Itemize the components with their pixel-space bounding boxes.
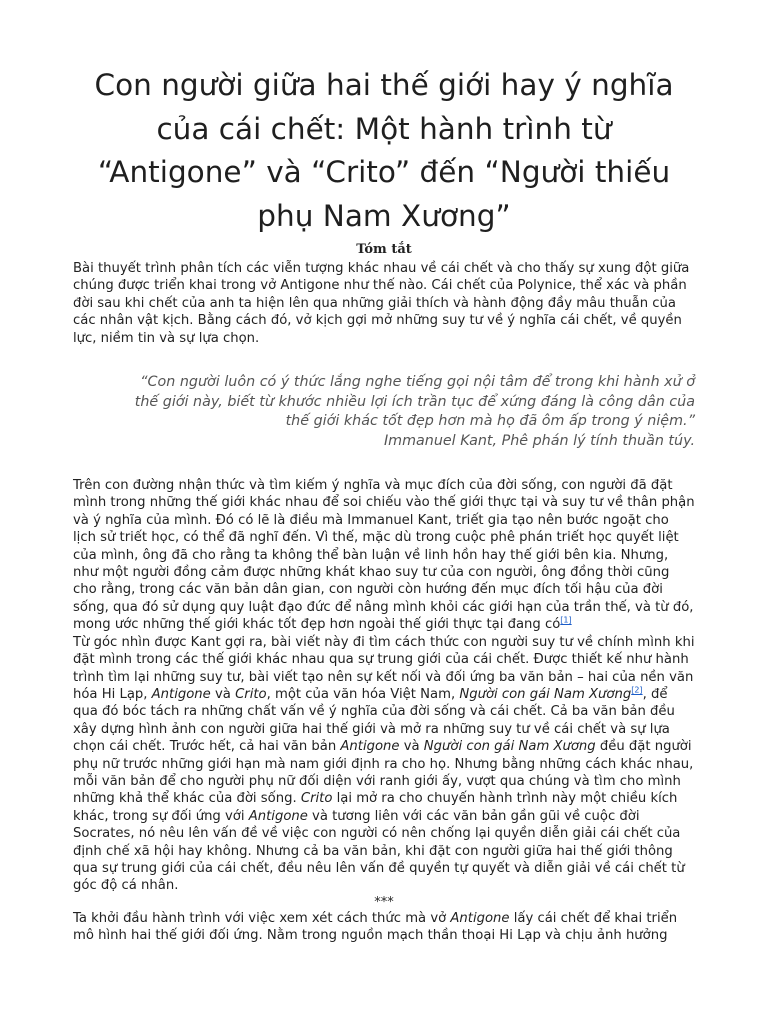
paragraph-2-text: đều đặt người phụ nữ trước những giới hạn mà nam giới định ra cho họ. Nhưng bằng những cách khác nhau, mỗi văn bản để cho người phụ nữ đối diện với ranh giới ấy, vượt qua chúng và tìm cho mình những khả thể khác của đời sống.: [73, 739, 694, 807]
footnote-link-2[interactable]: [2]: [631, 685, 643, 695]
paragraph-2-text: Từ góc nhìn được Kant gợi ra, bài viết này đi tìm cách thức con người suy tư về chính mình khi đặt mình trong các thế giới khác nhau qua sự trung giới của cái chết. Được thiết kế như hành trình tìm lại những suy tư, bài viết tạo nên sự kết nối và đối ứng ba văn bản – hai của nền văn hóa Hi Lạp,: [73, 634, 695, 702]
paragraph-2-text: , để qua đó bóc tách ra những chất vấn về ý nghĩa của đời sống và cái chết. Cả ba văn bản đều xây dựng hình ảnh con người giữa hai thế giới và mở ra những suy tư về cái chết và sự lựa chọn cái chết. Trước hết, cả hai văn bản: [73, 686, 675, 755]
paragraph-2-text: và tương liên với các văn bản gần gũi về cuộc đời Socrates, nó nêu lên vấn đề về việc con người có nên chống lại quyền diễn giải cái chết của định chế xã hội hay không. Nhưng cả ba văn bản, khi đặt con người giữa hai thế giới thông qua sự trung giới của cái chết, đều nêu lên vấn đề quyền tự quyết và diễn giải về cái chết từ góc độ cá nhân.: [73, 808, 685, 894]
title-antigone: Antigone: [151, 686, 211, 702]
body-paragraph-3: [73, 910, 695, 945]
title-crito: Crito: [235, 686, 267, 702]
paragraph-2-text: và: [210, 686, 236, 702]
title-crito: Crito: [300, 791, 333, 807]
epigraph-quote: [73, 373, 695, 451]
section-separator: ***: [374, 894, 394, 910]
paragraph-2-text: , một của văn hóa Việt Nam,: [266, 686, 460, 702]
title-nguoi-con-gai-nam-xuong: Người con gái Nam Xương: [423, 739, 596, 755]
abstract-heading: Tóm tắt: [356, 242, 412, 257]
quote-attribution: Immanuel Kant, Phê phán lý tính thuần túy.: [383, 432, 695, 449]
paragraph-1-text: Trên con đường nhận thức và tìm kiếm ý nghĩa và mục đích của đời sống, con người đã đặt mình trong những thế giới khác nhau để soi chiếu vào thế giới thực tại và suy tư về thân phận và ý nghĩa của mình. Đó có lẽ là điều mà Immanuel Kant, triết gia tạo nên bước ngoặt cho lịch sử triết học, có thể đã nghĩ đến. Vì thế, mặc dù trong cuộc phê phán triết học quyết liệt của mình, ông đã cho rằng ta không thể bàn luận về linh hồn hay thế giới bên kia. Nhưng, như một người đồng cảm được những khát khao suy tư của con người, ông đồng thời cũng cho rằng, trong các văn bản dân gian, con người còn hướng đến mục đích tối hậu của đời sống, qua đó sử dụng quy luật đạo đức để nâng mình khỏi các giới hạn của trần thế, và từ đó, mong ước những thế giới khác tốt đẹp hơn ngoài thế giới thực tại đang có: [73, 478, 695, 633]
quote-line-3: thế giới khác tốt đẹp hơn mà họ đã ôm ấp trong ý niệm.”: [285, 413, 695, 430]
footnote-link-1[interactable]: [1]: [560, 615, 572, 625]
title-antigone: Antigone: [340, 739, 400, 755]
quote-line-1: “Con người luôn có ý thức lắng nghe tiếng gọi nội tâm để trong khi hành xử ở: [140, 374, 695, 391]
paragraph-2-text: và: [399, 739, 424, 755]
document-title: Con người giữa hai thế giới hay ý nghĩa của cái chết: Một hành trình từ “Antigone” và “Crito” đến “Người thiếu phụ Nam Xương”: [94, 68, 674, 233]
title-antigone: Antigone: [248, 808, 308, 824]
title-nguoi-con-gai-nam-xuong: Người con gái Nam Xương: [459, 686, 632, 702]
paragraph-3-text: Ta khởi đầu hành trình với việc xem xét cách thức mà vở: [73, 910, 451, 926]
abstract-text: Bài thuyết trình phân tích các viễn tượng khác nhau về cái chết và cho thấy sự xung đột giữa chúng được triển khai trong vở Antigone như thế nào. Cái chết của Polynice, thể xác và phần đời sau khi chết của anh ta hiện lên qua những giải thích và hành động đầy mâu thuẫn của các nhân vật kịch. Bằng cách đó, vở kịch gợi mở những suy tư về ý nghĩa cái chết, về quyền lực, niềm tin và sự lựa chọn.: [73, 261, 690, 346]
title-antigone: Antigone: [450, 910, 510, 926]
paragraph-3-text: lấy cái chết để khai triển mô hình hai thế giới đối ứng. Nằm trong nguồn mạch thần thoại Hi Lạp và chịu ảnh hưởng: [73, 910, 678, 944]
quote-line-2: thế giới này, biết từ khước nhiều lợi ích trần tục để xứng đáng là công dân của: [134, 393, 695, 410]
body-paragraph-1: [73, 477, 695, 634]
body-paragraph-2: [73, 634, 695, 895]
paragraph-2-text: lại mở ra cho chuyến hành trình này một chiều kích khác, trong sự đối ứng với: [73, 791, 678, 824]
